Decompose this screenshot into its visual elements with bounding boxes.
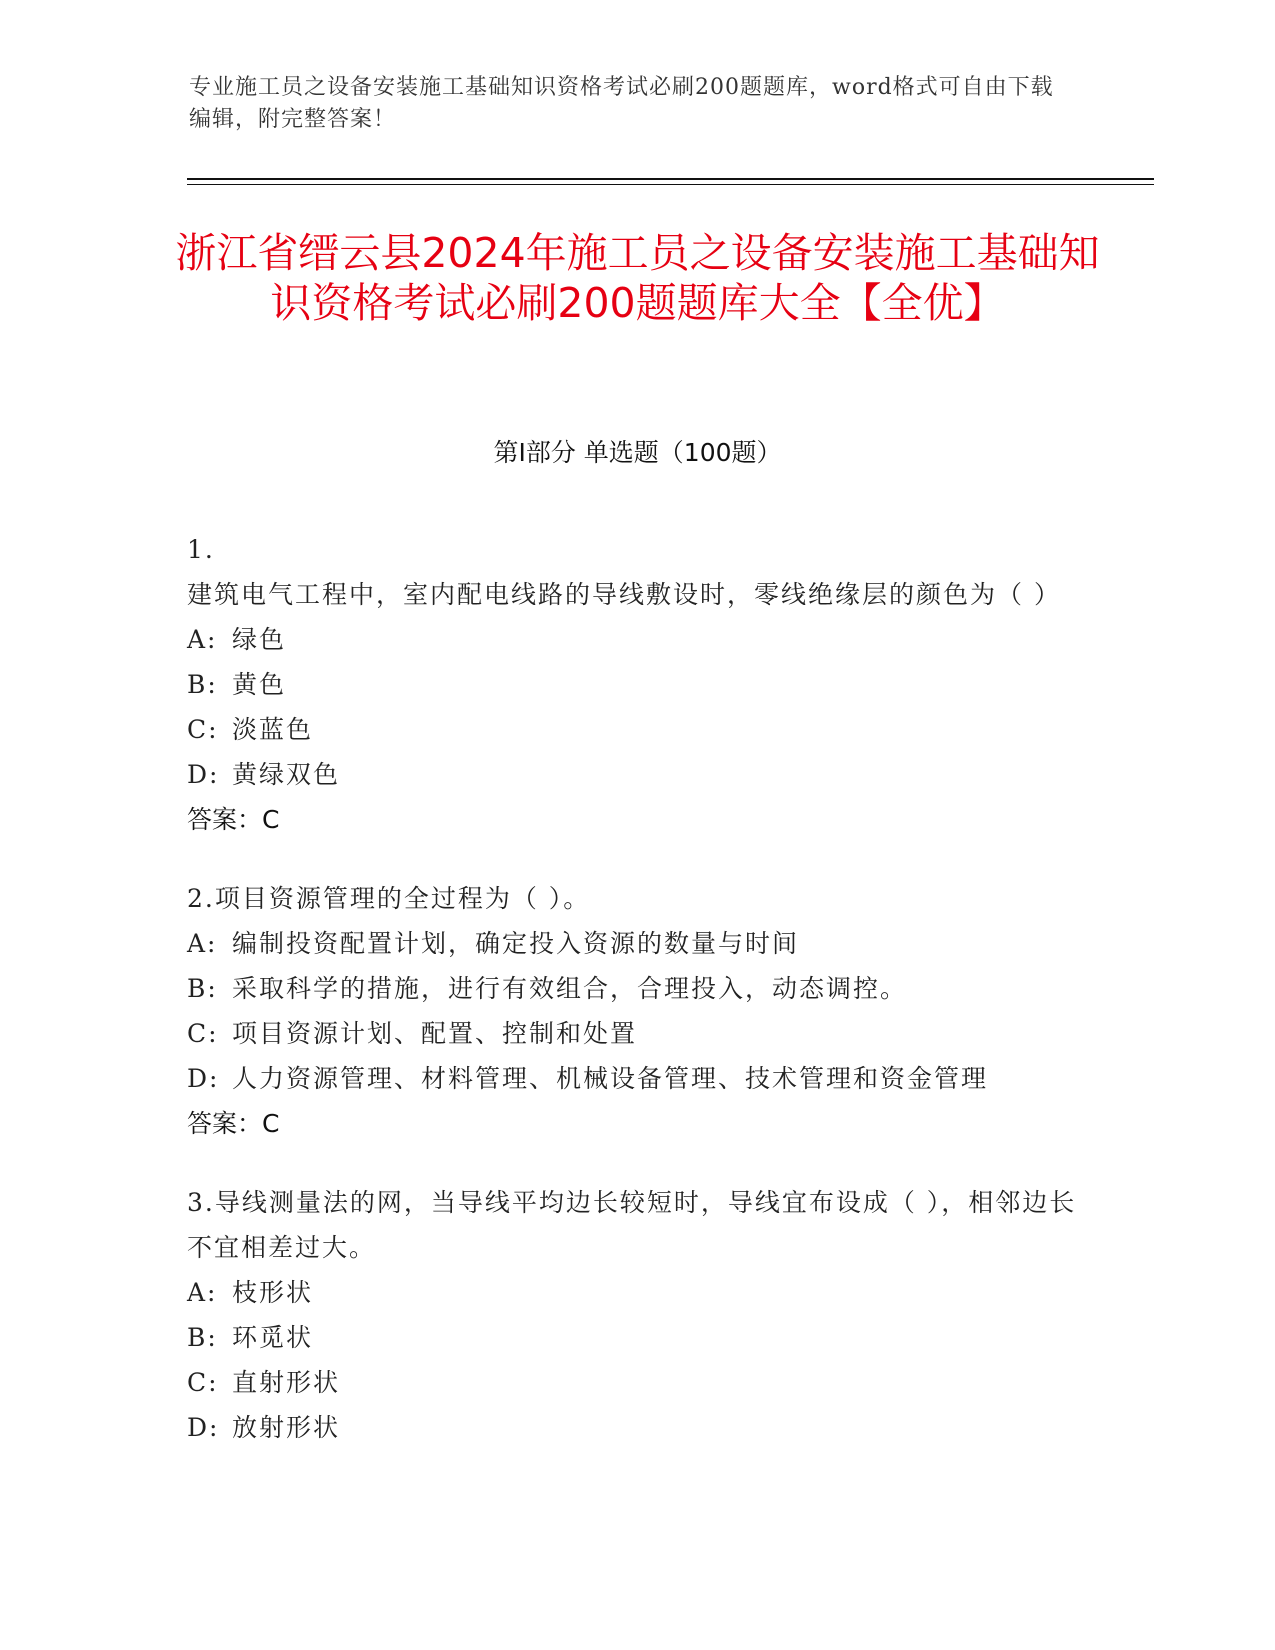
option-letter: C: (187, 1368, 219, 1397)
option-letter: B: (187, 1323, 218, 1352)
option-d (187, 752, 1087, 797)
option-b (187, 662, 1087, 707)
question-stem (187, 1180, 1087, 1270)
option-letter: A: (187, 929, 218, 958)
question-number: 1. (187, 535, 215, 564)
option-letter: C: (187, 715, 219, 744)
option-c (187, 1011, 1087, 1056)
option-text: 黄绿双色 (232, 760, 341, 789)
option-text: 黄色 (232, 670, 287, 699)
answer-line (187, 797, 1087, 842)
option-d (187, 1405, 1087, 1450)
option-letter: A: (187, 625, 218, 654)
option-b (187, 966, 1087, 1011)
question-1 (187, 527, 1087, 842)
question-text: 导线测量法的网，当导线平均边长较短时，导线宜布设成（ ），相邻边长不宜相差过大。 (187, 1188, 1077, 1262)
option-text: 放射形状 (232, 1413, 341, 1442)
header-divider-thin (187, 184, 1154, 185)
option-a (187, 1270, 1087, 1315)
question-text: 建筑电气工程中，室内配电线路的导线敷设时，零线绝缘层的颜色为（ ） (187, 580, 1061, 609)
question-list (187, 527, 1087, 1484)
section-heading: 第Ⅰ部分 单选题（100题） (493, 438, 782, 467)
question-2 (187, 876, 1087, 1146)
option-letter: B: (187, 974, 218, 1003)
answer-label: 答案： (187, 1109, 263, 1138)
option-a (187, 617, 1087, 662)
option-letter: D: (187, 760, 220, 789)
option-b (187, 1315, 1087, 1360)
answer-line (187, 1101, 1087, 1146)
option-d (187, 1056, 1087, 1101)
header-divider-thick (187, 178, 1154, 180)
question-number: 3. (187, 1188, 215, 1217)
option-text: 人力资源管理、材料管理、机械设备管理、技术管理和资金管理 (232, 1064, 989, 1093)
option-letter: C: (187, 1019, 219, 1048)
question-stem (187, 527, 1087, 617)
option-text: 环觅状 (232, 1323, 314, 1352)
question-text: 项目资源管理的全过程为（ ）。 (214, 884, 591, 913)
option-text: 编制投资配置计划，确定投入资源的数量与时间 (232, 929, 800, 958)
question-number: 2. (187, 884, 215, 913)
answer-label: 答案： (187, 805, 263, 834)
option-text: 采取科学的措施，进行有效组合，合理投入，动态调控。 (232, 974, 908, 1003)
option-text: 淡蓝色 (232, 715, 314, 744)
question-stem (187, 876, 1087, 921)
option-text: 绿色 (232, 625, 287, 654)
question-3 (187, 1180, 1087, 1450)
option-letter: A: (187, 1278, 218, 1307)
option-text: 枝形状 (232, 1278, 314, 1307)
header-note: 专业施工员之设备安装施工基础知识资格考试必刷200题题库，word格式可自由下载编辑，附完整答案！ (189, 75, 1054, 132)
option-c (187, 1360, 1087, 1405)
answer-value: C (262, 805, 280, 834)
option-c (187, 707, 1087, 752)
answer-value: C (262, 1109, 280, 1138)
option-letter: D: (187, 1413, 220, 1442)
option-a (187, 921, 1087, 966)
option-text: 直射形状 (232, 1368, 341, 1397)
document-title: 浙江省缙云县2024年施工员之设备安装施工基础知识资格考试必刷200题题库大全【全优】 (175, 229, 1100, 327)
option-letter: B: (187, 670, 218, 699)
option-letter: D: (187, 1064, 220, 1093)
option-text: 项目资源计划、配置、控制和处置 (232, 1019, 638, 1048)
